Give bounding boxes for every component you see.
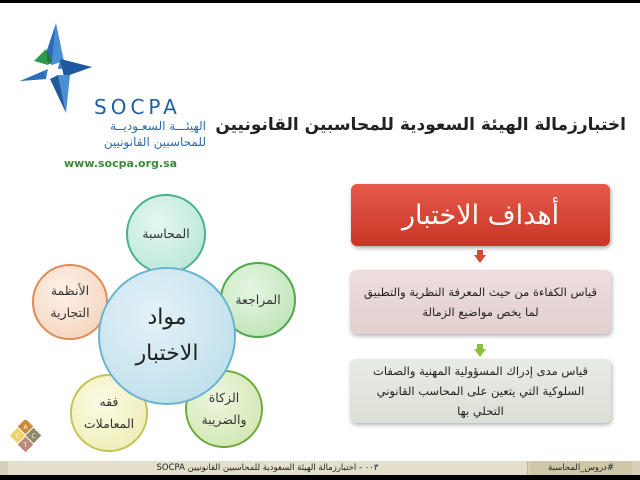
footer-title: ٠٠٣ - اختبارزمالة الهيئة السعودية للمحاسبين القانونيين SOCPA: [8, 461, 528, 475]
logo-arabic-line2: للمحاسبين القانونيين: [103, 135, 206, 149]
svg-text:A: A: [23, 424, 28, 431]
page-title: اختبارزمالة الهيئة السعودية للمحاسبين القانونيين: [215, 115, 626, 135]
act-badge-icon: [8, 420, 44, 456]
star-logo-icon: [14, 21, 94, 116]
subject-label: المراجعة: [235, 292, 281, 307]
subject-label: الزكاة والضريبة: [201, 390, 247, 427]
center-label: مواد الاختبار: [135, 305, 199, 366]
subject-label: المحاسبة: [142, 226, 190, 241]
brand-name: SOCPA: [94, 95, 181, 119]
goal-text: قياس مدى إدراك المسؤولية المهنية والصفات السلوكية التي يتعين على المحاسب القانوني التحلي بها: [373, 364, 588, 418]
svg-text:C: C: [15, 433, 20, 440]
subject-label: فقه المعاملات: [83, 394, 135, 431]
arrow-down-icon: [474, 255, 486, 263]
goal-item: [350, 359, 611, 423]
subject-commercial-regulations: [32, 264, 108, 340]
subject-label: الأنظمة التجارية: [50, 283, 90, 320]
subjects-center: [98, 267, 236, 405]
slide: [0, 3, 640, 475]
subject-accounting: [126, 194, 206, 274]
arrow-down-icon: [474, 349, 486, 357]
socpa-logo: [14, 21, 214, 171]
goal-item: [350, 270, 611, 334]
logo-arabic-line1: الهيئـــة السعـوديــة: [110, 119, 206, 133]
footer-hashtag: #دروس_المحاسبة: [530, 461, 632, 475]
website-link[interactable]: www.socpa.org.sa: [64, 157, 178, 170]
svg-text:T: T: [23, 442, 28, 449]
goal-text: قياس الكفاءة من حيث المعرفة النظرية والتطبيق لما يخص مواضيع الزمالة: [364, 285, 597, 319]
svg-text:C: C: [31, 433, 36, 440]
goals-header: أهداف الاختبار: [351, 184, 610, 246]
